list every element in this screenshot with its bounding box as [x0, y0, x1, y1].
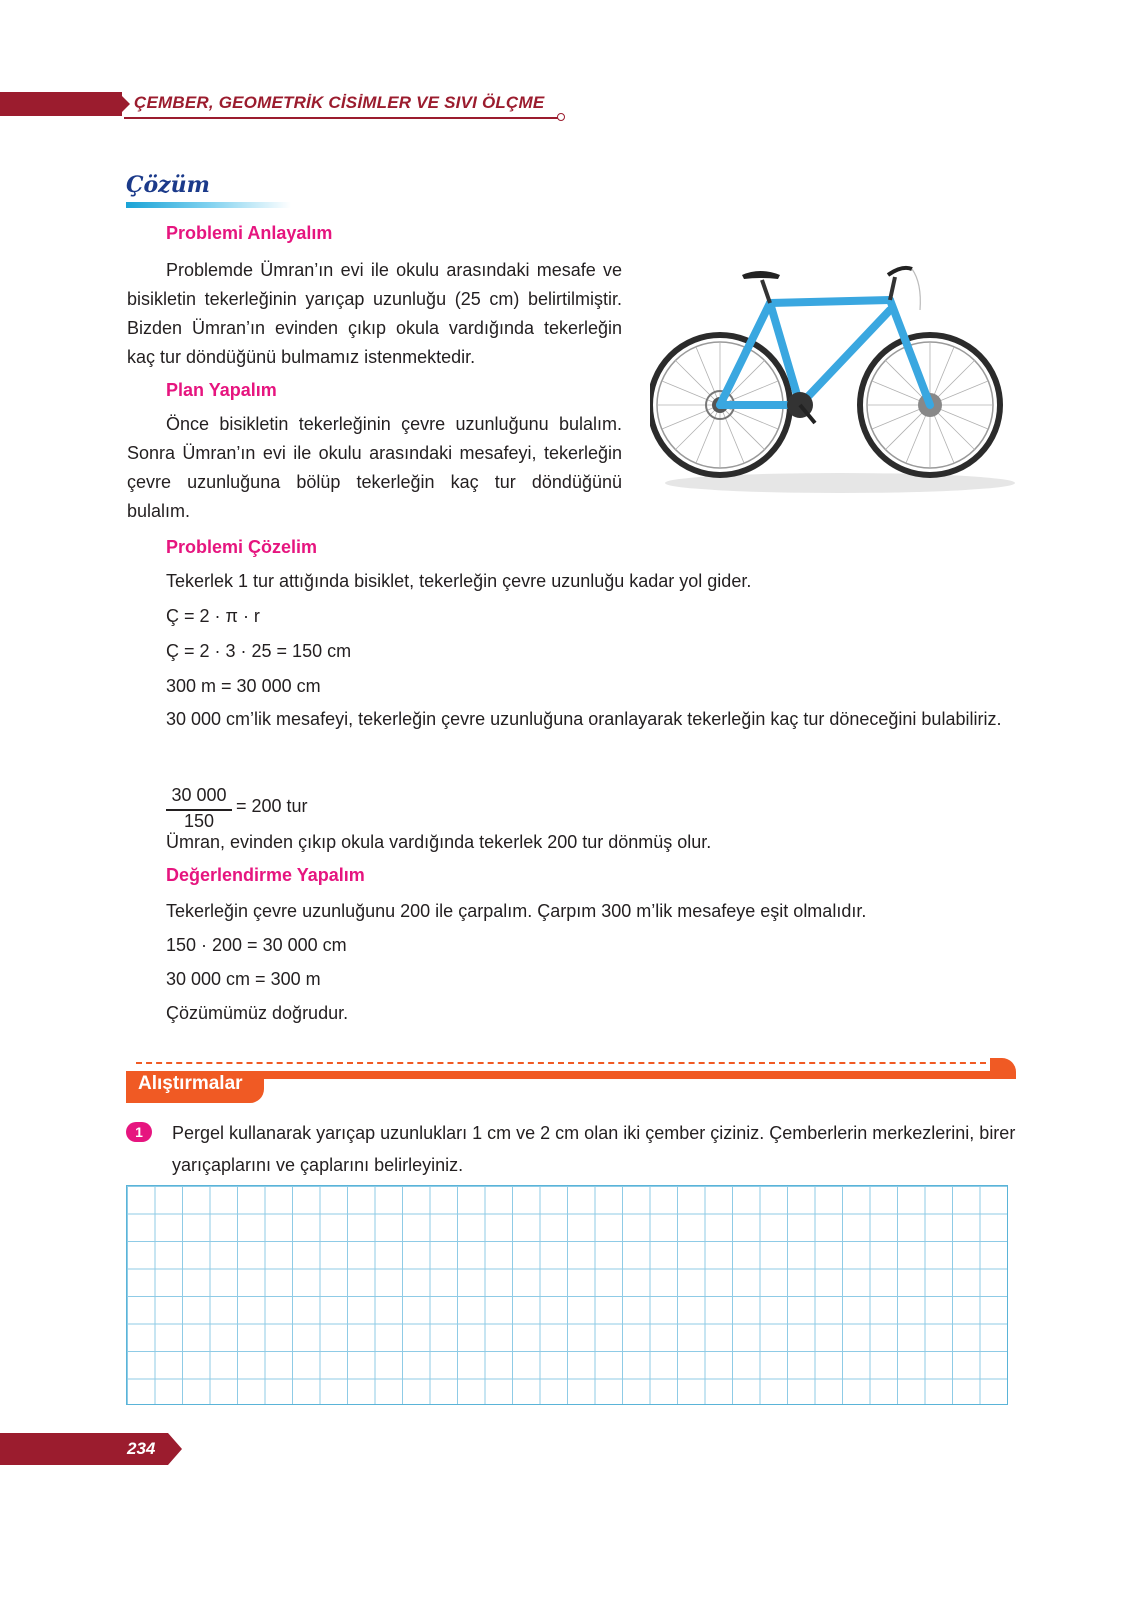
evaluate-line-1: Tekerleğin çevre uzunluğunu 200 ile çarpalım. Çarpım 300 m’lik mesafeye eşit olmalıdır. — [166, 901, 867, 921]
heading-evaluate: Değerlendirme Yapalım — [166, 865, 365, 885]
evaluate-line-2: 150 · 200 = 30 000 cm — [166, 935, 347, 955]
exercises-label: Alıştırmalar — [138, 1073, 243, 1094]
exercise-question: Pergel kullanarak yarıçap uzunlukları 1 cm ve 2 cm olan iki çember çiziniz. Çemberlerin merkezlerini, birer yarıçaplarını ve çaplarını belirleyiniz. — [172, 1123, 1016, 1175]
header-arrow — [118, 92, 130, 116]
evaluate-line-3: 30 000 cm = 300 m — [166, 969, 321, 989]
paragraph-understand: Problemde Ümran’ın evi ile okulu arasındaki mesafe ve bisikletin tekerleğinin yarıçap uzunluğu (25 cm) belirtilmiştir. Bizden Ümran’ın evinden çıkıp okula vardığında tekerleğin kaç tur döndüğünü bulmamız istenmektedir. — [127, 260, 622, 367]
fraction-result: = 200 tur — [236, 796, 308, 816]
paragraph-plan: Önce bisikletin tekerleğinin çevre uzunluğunu bulalım. Sonra Ümran’ın evi ile okulu arasındaki mesafeyi, tekerleğin çevre uzunluğuna bölüp tekerleğin kaç tur döndüğünü bulalım. — [127, 414, 622, 521]
paragraph-ratio: 30 000 cm’lik mesafeyi, tekerleğin çevre uzunluğuna oranlayarak tekerleğin kaç tur döneceğini bulabiliriz. — [166, 709, 1002, 729]
heading-solve-problem: Problemi Çözelim — [166, 537, 318, 557]
fraction-denominator: 150 — [183, 811, 215, 831]
bicycle-illustration — [650, 255, 1030, 500]
heading-make-plan: Plan Yapalım — [166, 380, 277, 400]
heading-understand-problem: Problemi Anlayalım — [166, 223, 333, 243]
solve-conclusion: Ümran, evinden çıkıp okula vardığında tekerlek 200 tur dönmüş olur. — [166, 832, 712, 852]
page-number-arrow — [168, 1433, 182, 1465]
drawing-grid[interactable] — [126, 1185, 1008, 1405]
header-band — [0, 92, 122, 116]
solution-title-underline — [126, 202, 291, 208]
evaluate-conclusion: Çözümümüz doğrudur. — [166, 1003, 349, 1023]
fraction-numerator: 30 000 — [171, 785, 227, 805]
formula-calculation: Ç = 2 · 3 · 25 = 150 cm — [166, 641, 352, 661]
page-number: 234 — [127, 1439, 156, 1458]
exercise-number-badge: 1 — [126, 1122, 152, 1142]
unit-conversion: 300 m = 30 000 cm — [166, 676, 321, 696]
header-rule-end-dot — [557, 113, 565, 121]
chapter-title: ÇEMBER, GEOMETRİK CİSİMLER VE SIVI ÖLÇME — [134, 93, 545, 112]
solution-title: Çözüm — [126, 172, 210, 198]
formula-circumference: Ç = 2 · π · r — [166, 606, 260, 626]
exercises-bar-end — [990, 1058, 1016, 1079]
solve-line-1: Tekerlek 1 tur attığında bisiklet, tekerleğin çevre uzunluğu kadar yol gider. — [166, 571, 752, 591]
exercises-dashed-line — [136, 1062, 986, 1064]
header-rule — [124, 117, 559, 119]
